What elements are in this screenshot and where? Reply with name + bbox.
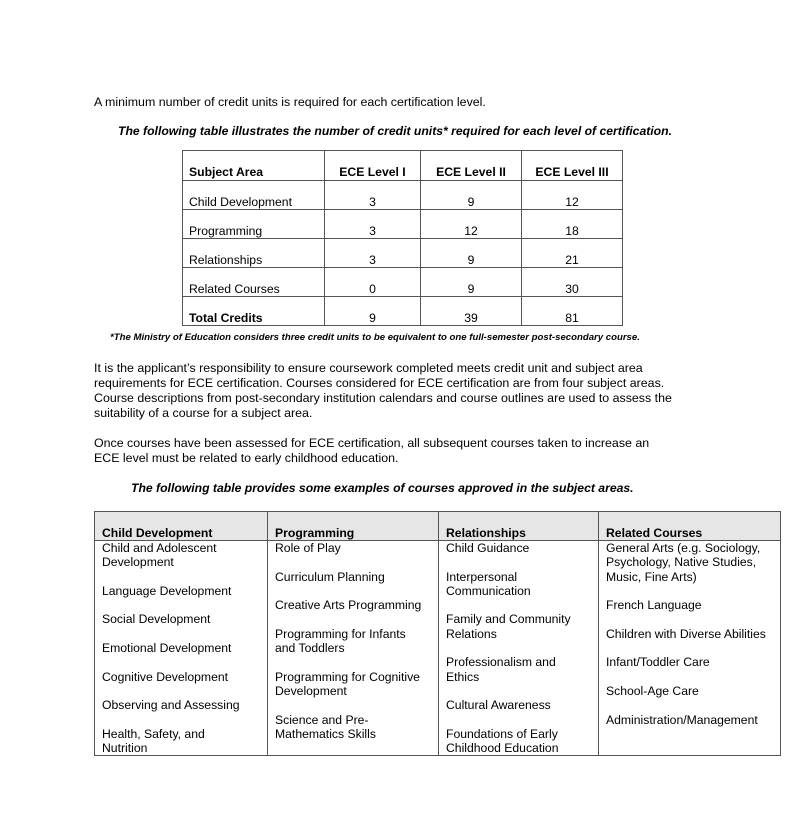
credit-cell: 12 (421, 210, 522, 239)
course-item: Social Development (102, 612, 211, 627)
header-child-development: Child Development (95, 512, 268, 541)
spacer (102, 627, 267, 641)
table-row (183, 210, 623, 239)
courses-table (94, 511, 781, 756)
spacer (102, 598, 267, 612)
header-ece-level-2: ECE Level II (421, 151, 522, 181)
header-related-courses: Related Courses (599, 512, 781, 541)
spacer (275, 584, 438, 598)
spacer (446, 555, 598, 569)
paragraph-coursework (94, 361, 672, 421)
total-cell: 39 (421, 297, 522, 326)
programming-column (268, 541, 439, 756)
spacer (102, 655, 267, 669)
subject-cell: Related Courses (183, 268, 325, 297)
paragraph-line: suitability of a course for a subject area. (94, 406, 313, 420)
credit-cell: 3 (325, 239, 421, 268)
table-row (183, 268, 623, 297)
credit-cell: 18 (522, 210, 623, 239)
paragraph-line: Course descriptions from post-secondary institution calendars and course outlines are used to assess the (94, 391, 672, 405)
spacer (275, 555, 438, 569)
header-ece-level-1: ECE Level I (325, 151, 421, 181)
course-item: French Language (606, 598, 702, 613)
course-item: Child Guidance (446, 541, 530, 555)
spacer (446, 641, 598, 655)
total-cell: 9 (325, 297, 421, 326)
paragraph-line: requirements for ECE certification. Courses considered for ECE certification are from four subject areas. (94, 376, 665, 390)
paragraph-line: Once courses have been assessed for ECE certification, all subsequent courses taken to increase an (94, 436, 650, 450)
credit-cell: 9 (421, 181, 522, 210)
header-programming: Programming (268, 512, 439, 541)
table-row (183, 239, 623, 268)
credit-cell: 3 (325, 181, 421, 210)
course-item: Children with Diverse Abilities (606, 626, 766, 641)
course-item: General Arts (e.g. Sociology, Psychology, Native Studies, Music, Fine Arts) (606, 541, 761, 584)
subject-cell: Child Development (183, 181, 325, 210)
spacer (102, 570, 267, 584)
spacer (606, 641, 780, 655)
paragraph-assessment (94, 436, 649, 466)
course-item: Cultural Awareness (446, 698, 551, 713)
spacer (275, 698, 438, 712)
course-item: Programming for Infants and Toddlers (275, 626, 406, 656)
course-item: Interpersonal Communication (446, 569, 531, 598)
courses-table-caption: The following table provides some examples of courses approved in the subject areas. (131, 481, 634, 495)
header-relationships: Relationships (439, 512, 599, 541)
credit-cell: 21 (522, 239, 623, 268)
course-item: Observing and Assessing (102, 698, 240, 713)
spacer (446, 684, 598, 698)
course-item: Infant/Toddler Care (606, 655, 710, 670)
spacer (606, 670, 780, 684)
paragraph-line: It is the applicant’s responsibility to ensure coursework completed meets credit unit and subject area (94, 361, 643, 375)
child-development-column (95, 541, 268, 756)
course-item: Family and Community Relations (446, 612, 571, 641)
course-item: Curriculum Planning (275, 569, 385, 584)
spacer (606, 612, 780, 626)
credit-cell: 9 (421, 239, 522, 268)
courses-table-body-row (95, 541, 781, 756)
course-item: Professionalism and Ethics (446, 655, 556, 684)
spacer (606, 584, 780, 598)
credits-footnote: *The Ministry of Education considers three credit units to be equivalent to one full-semester post-secondary course. (110, 332, 640, 343)
course-item: Administration/Management (606, 712, 758, 727)
table-row (183, 181, 623, 210)
spacer (275, 655, 438, 669)
subject-cell: Programming (183, 210, 325, 239)
courses-table-header-row (95, 512, 781, 541)
spacer (275, 612, 438, 626)
course-item: Cognitive Development (102, 669, 229, 684)
header-subject-area: Subject Area (183, 151, 325, 181)
course-item: Language Development (102, 583, 232, 598)
course-item: Science and Pre- Mathematics Skills (275, 712, 376, 741)
credit-cell: 30 (522, 268, 623, 297)
total-credits-row (183, 297, 623, 326)
header-ece-level-3: ECE Level III (522, 151, 623, 181)
subject-cell: Relationships (183, 239, 325, 268)
related-courses-column (599, 541, 781, 756)
course-item: Foundations of Early Childhood Education (446, 726, 559, 756)
credits-table-caption: The following table illustrates the number of credit units* required for each level of certification. (118, 124, 672, 138)
spacer (606, 698, 780, 712)
course-item: Health, Safety, and Nutrition (102, 726, 205, 756)
credit-cell: 12 (522, 181, 623, 210)
course-item: Programming for Cognitive Development (275, 669, 420, 698)
paragraph-line: ECE level must be related to early childhood education. (94, 451, 399, 465)
spacer (102, 684, 267, 698)
spacer (102, 713, 267, 727)
credit-cell: 9 (421, 268, 522, 297)
course-item: Emotional Development (102, 641, 232, 656)
total-label-cell: Total Credits (183, 297, 325, 326)
total-cell: 81 (522, 297, 623, 326)
course-item: School-Age Care (606, 683, 699, 698)
credits-table (182, 150, 623, 326)
spacer (446, 598, 598, 612)
spacer (446, 713, 598, 727)
relationships-column (439, 541, 599, 756)
course-item: Role of Play (275, 541, 341, 555)
intro-text: A minimum number of credit units is required for each certification level. (94, 95, 486, 109)
course-item: Creative Arts Programming (275, 598, 422, 613)
credits-table-header-row (183, 151, 623, 181)
credit-cell: 0 (325, 268, 421, 297)
credit-cell: 3 (325, 210, 421, 239)
course-item: Child and Adolescent Development (102, 541, 217, 570)
